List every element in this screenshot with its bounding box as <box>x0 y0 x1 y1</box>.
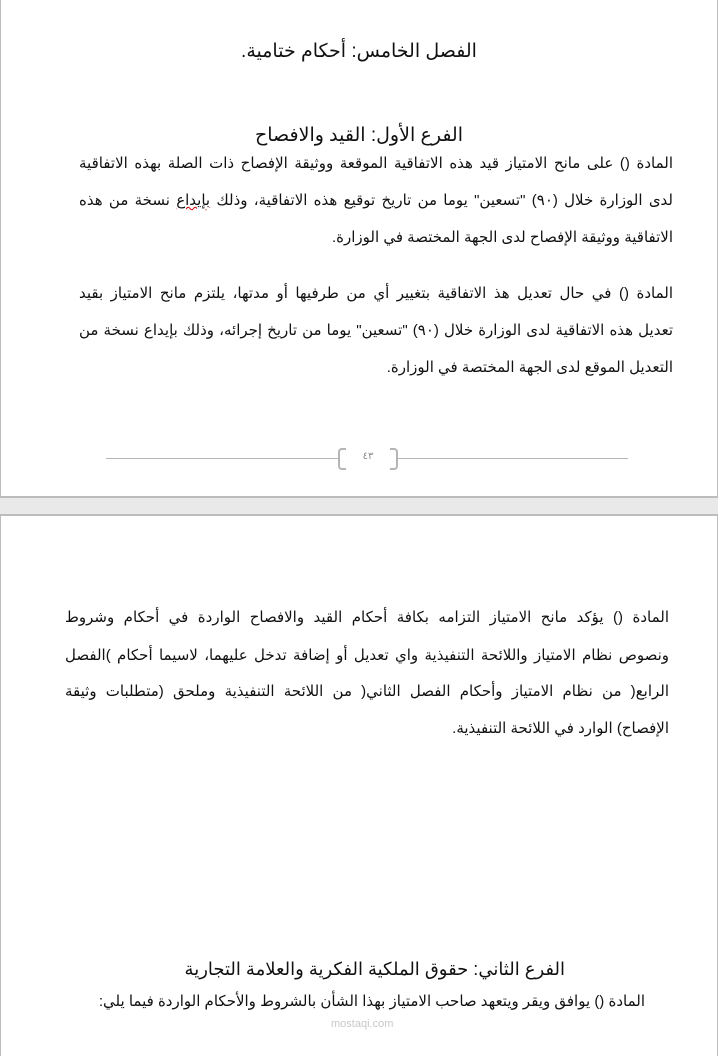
chapter-title: الفصل الخامس: أحكام ختامية. <box>241 41 477 62</box>
paragraph-line: المادة () على مانح الامتياز قيد هذه الاتفاقية الموقعة ووثيقة الإفصاح ذات الصلة بهذه الاتفاقية <box>79 155 673 172</box>
paragraph-line: الإفصاح) الوارد في اللائحة التنفيذية. <box>452 720 669 737</box>
footer-rule-right <box>398 458 628 459</box>
watermark-logo: mostaqi.com <box>331 1018 394 1030</box>
paragraph-line: التعديل الموقع لدى الجهة المختصة في الوزارة. <box>386 359 673 376</box>
section-title: الفرع الثاني: حقوق الملكية الفكرية والعلامة التجارية <box>184 959 565 979</box>
paragraph-line: المادة () يوافق ويقر ويتعهد صاحب الامتياز بهذا الشأن بالشروط والأحكام الواردة فيما يلي: <box>98 993 645 1010</box>
paragraph-line: تعديل هذه الاتفاقية لدى الوزارة خلال (٩٠) "تسعين" يوما من تاريخ إجرائه، وذلك بإيداع نسخة من <box>79 322 673 339</box>
document-page-43 <box>0 0 718 498</box>
paragraph-line: المادة () في حال تعديل هذ الاتفاقية بتغيير أي من طرفيها أو مدتها، يلتزم مانح الامتياز بقيد <box>79 285 673 302</box>
paragraph-line: الرابع( من نظام الامتياز وأحكام الفصل الثاني( من اللائحة التنفيذية وملحق (متطلبات وثيقة <box>65 683 669 700</box>
footer-bracket-left <box>338 448 346 470</box>
paragraph-line <box>79 191 673 211</box>
text-run: لدى الوزارة خلال (٩٠) "تسعين" يوما من تاريخ توقيع هذه الاتفاقية، وذلك <box>210 192 673 209</box>
spellcheck-word[interactable]: بإيداع <box>176 192 211 209</box>
section-title: الفرع الأول: القيد والافصاح <box>255 125 463 146</box>
paragraph-line: المادة () يؤكد مانح الامتياز التزامه بكافة أحكام القيد والافصاح الواردة في أحكام وشروط <box>65 609 669 626</box>
footer-rule-left <box>106 458 338 459</box>
page-footer <box>106 448 628 468</box>
footer-bracket-right <box>390 448 398 470</box>
paragraph-line: ونصوص نظام الامتياز واللائحة التنفيذية واي تعديل أو إضافة تدخل عليهما، لاسيما أحكام )الفصل <box>65 647 669 664</box>
paragraph-line: الاتفاقية ووثيقة الإفصاح لدى الجهة المختصة في الوزارة. <box>331 229 673 246</box>
text-run: نسخة من هذه <box>79 192 177 209</box>
document-page-44 <box>0 514 718 1056</box>
page-number: ٤٣ <box>362 451 374 462</box>
